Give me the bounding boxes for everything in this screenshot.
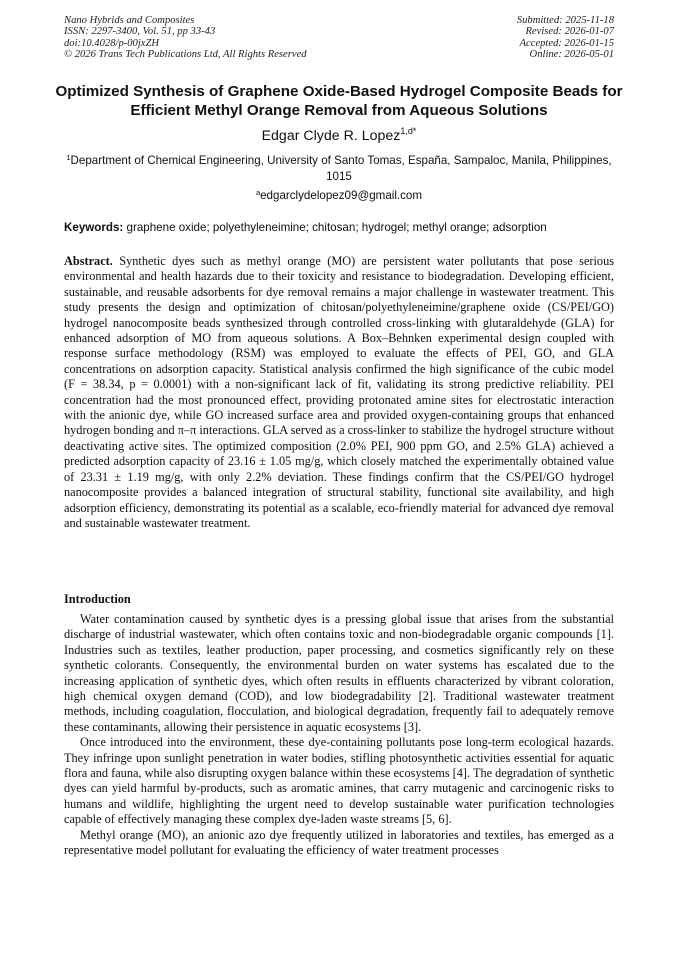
author-email-line	[64, 185, 614, 203]
author-name: Edgar Clyde R. Lopez	[261, 128, 401, 144]
abstract	[64, 254, 614, 531]
keywords-label: Keywords:	[64, 221, 124, 234]
author-line	[40, 122, 638, 145]
journal-doi: doi:10.4028/p-00jxZH	[64, 37, 160, 49]
paper-title: Optimized Synthesis of Graphene Oxide-Based Hydrogel Composite Beads for Efficient Methyl Orange Removal from Aqueous Solutions	[55, 83, 623, 119]
online-date: Online: 2026-05-01	[529, 49, 614, 61]
affiliation	[64, 150, 614, 184]
section-heading-introduction: Introduction	[64, 592, 131, 606]
author-superscript: 1,d*	[400, 126, 417, 136]
affiliation-text: Department of Chemical Engineering, University of Santo Tomas, España, Sampaloc, Manila, Philippines, 1015	[70, 154, 612, 183]
revised-date: Revised: 2026-01-07	[525, 26, 614, 38]
journal-issn: ISSN: 2297-3400, Vol. 51, pp 33-43	[64, 26, 216, 38]
intro-paragraph: Once introduced into the environment, these dye-containing pollutants pose long-term ecological hazards. They infringe upon sunlight penetration in water bodies, stifling photosynthetic activities essential for aquatic flora and fauna, while also disrupting oxygen balance within these ecosystems [4]. The degradation of synthetic dyes can yield harmful by-products, such as aromatic amines, that carry mutagenic and carcinogenic risks to humans and wildlife, highlighting the urgent need to develop sustainable water purification technologies capable of effectively managing these complex dye-laden waste streams [5, 6].	[64, 735, 614, 827]
abstract-label: Abstract.	[64, 254, 113, 268]
keywords-text: graphene oxide; polyethyleneimine; chitosan; hydrogel; methyl orange; adsorption	[126, 221, 547, 234]
copyright-notice: © 2026 Trans Tech Publications Ltd, All Rights Reserved	[64, 49, 307, 61]
intro-paragraph: Methyl orange (MO), an anionic azo dye frequently utilized in laboratories and textiles, has emerged as a representative model pollutant for evaluating the efficiency of water treatment processes	[64, 827, 614, 858]
abstract-text: Synthetic dyes such as methyl orange (MO) are persistent water pollutants that pose serious environmental and health hazards due to their toxicity and resistance to biodegradation. Developing efficient, sustainable, and reusable adsorbents for dye removal remains a major challenge in wastewater treatment. This study presents the design and optimization of chitosan/polyethyleneimine/graphene oxide (CS/PEI/GO) hydrogel nanocomposite beads synthesized through controlled cross-linking with glutaraldehyde (GLA) for enhanced adsorption of MO from aqueous solutions. A Box–Behnken experimental design coupled with response surface methodology (RSM) was employed to evaluate the effects of PEI, GO, and GLA concentrations on adsorption capacity. Statistical analysis confirmed the high significance of the cubic model (F = 38.34, p = 0.0001) with a non-significant lack of fit, validating its strong predictive reliability. PEI concentration had the most pronounced effect, providing protonated amine sites for electrostatic interaction with the anionic dye, while GO increased surface area and provided oxygen-containing groups that enhanced hydrogen bonding and π–π interactions. GLA served as a cross-linker to stabilize the hydrogel structure without deactivating active sites. The optimized composition (2.0% PEI, 900 ppm GO, and 2.5% GLA) achieved a predicted adsorption capacity of 23.16 ± 1.05 mg/g, which closely matched the experimentally obtained value of 23.31 ± 1.19 mg/g, with only 2.2% deviation. These findings confirm that the CS/PEI/GO hydrogel nanocomposite provides a balanced integration of structural stability, functional site availability, and high adsorption efficiency, demonstrating its potential as a scalable, eco-friendly material for advanced dye removal and sustainable wastewater treatment.	[64, 254, 614, 530]
email-superscript: a	[255, 188, 261, 197]
affiliation-superscript: 1	[66, 153, 71, 162]
intro-paragraph: Water contamination caused by synthetic dyes is a pressing global issue that arises from the substantial discharge of industrial wastewater, which often contains toxic and non-biodegradable organic compounds [1]. Industries such as textiles, leather production, paper processing, and cosmetics significantly rely on these synthetic colorants. Consequently, the environmental burden on water systems has escalated due to the increasing application of synthetic dyes, which often results in effluents characterized by vibrant coloration, high chemical oxygen demand (COD), and low biodegradability [2]. Traditional wastewater treatment methods, including coagulation, flocculation, and biological degradation, frequently fail to adequately remove these contaminants, allowing their persistence in aquatic ecosystems [3].	[64, 612, 614, 734]
introduction-body	[64, 612, 614, 859]
author-email[interactable]: edgarclydelopez09@gmail.com	[260, 189, 423, 202]
keywords-line	[64, 220, 614, 235]
journal-info	[64, 15, 307, 61]
article-dates	[517, 15, 614, 61]
submitted-date: Submitted: 2025-11-18	[516, 15, 614, 26]
accepted-date: Accepted: 2026-01-15	[519, 37, 614, 49]
journal-name: Nano Hybrids and Composites	[64, 15, 195, 26]
